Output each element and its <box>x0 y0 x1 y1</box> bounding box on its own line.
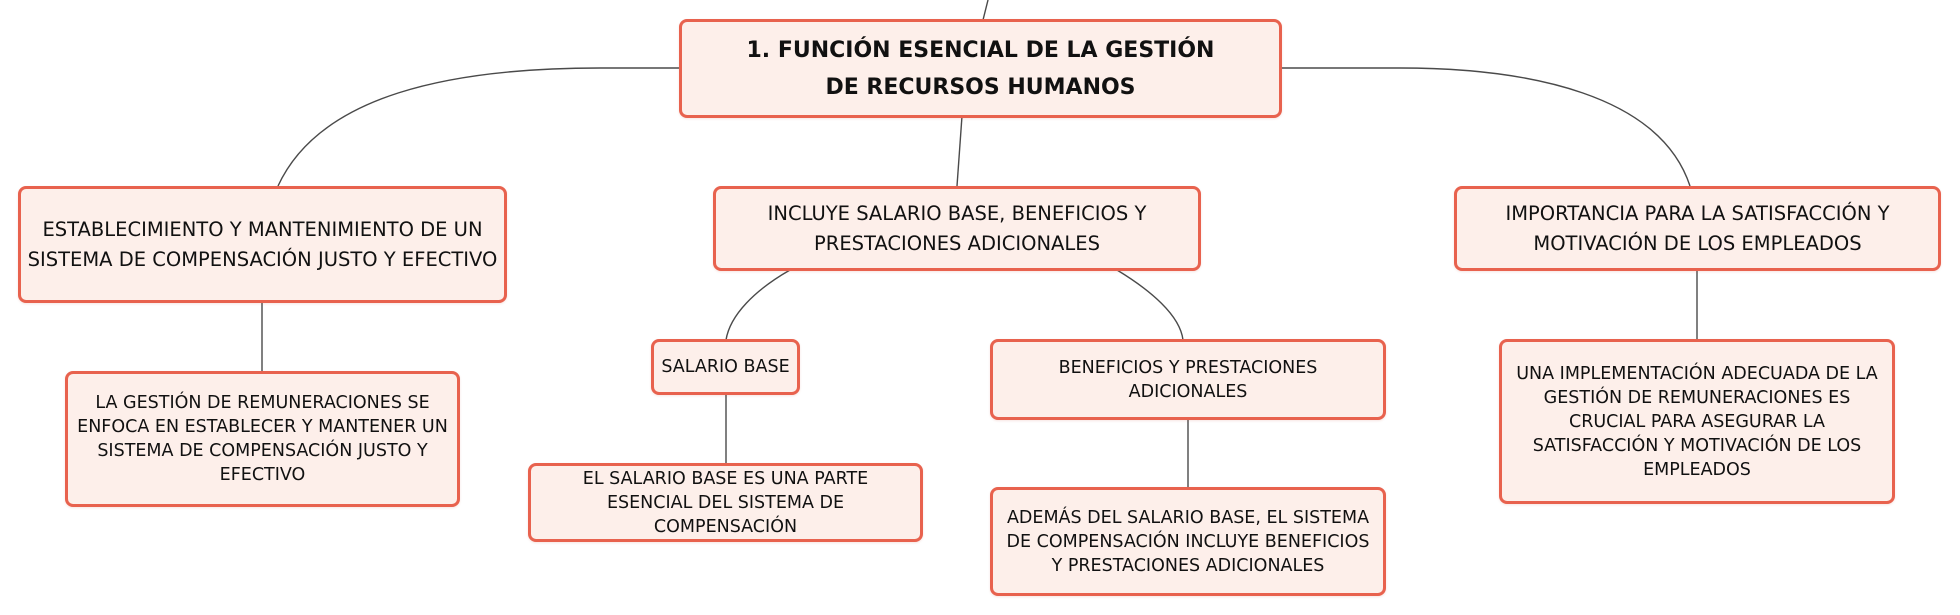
root-topic-label: 1. FUNCIÓN ESENCIAL DE LA GESTIÓN DE RECURSOS HUMANOS <box>746 37 1215 100</box>
detail-salario-base[interactable] <box>528 463 923 542</box>
topic-beneficios-prestaciones-label: BENEFICIOS Y PRESTACIONES ADICIONALES <box>1058 357 1318 402</box>
branch-salary-benefits[interactable] <box>713 186 1201 271</box>
detail-employee-satisfaction-label: UNA IMPLEMENTACIÓN ADECUADA DE LA GESTIÓN DE REMUNERACIONES ES CRUCIAL PARA ASEGURAR LA SATISFACCIÓN Y MOTIVACIÓN DE LOS EMPLEADOS <box>1516 363 1878 480</box>
connector-branch-2-to-beneficios <box>1117 270 1183 340</box>
branch-salary-benefits-label: INCLUYE SALARIO BASE, BENEFICIOS Y PRESTACIONES ADICIONALES <box>767 201 1147 255</box>
detail-salario-base-label: EL SALARIO BASE ES UNA PARTE ESENCIAL DEL SISTEMA DE COMPENSACIÓN <box>582 468 869 537</box>
connector-branch-2-to-salario <box>726 270 790 340</box>
topic-beneficios-prestaciones[interactable] <box>990 339 1386 420</box>
connector-root-to-branch-1 <box>278 68 680 186</box>
detail-compensation-system[interactable] <box>65 371 460 507</box>
connector-root-to-branch-3 <box>1280 68 1690 186</box>
detail-beneficios-prestaciones[interactable] <box>990 487 1386 596</box>
branch-compensation-system[interactable] <box>18 186 507 303</box>
detail-beneficios-prestaciones-label: ADEMÁS DEL SALARIO BASE, EL SISTEMA DE COMPENSACIÓN INCLUYE BENEFICIOS Y PRESTACIONES ADICIONALES <box>1006 507 1370 576</box>
connector-root-to-branch-2 <box>957 116 962 186</box>
topic-salario-base[interactable] <box>651 339 800 395</box>
branch-employee-satisfaction-label: IMPORTANCIA PARA LA SATISFACCIÓN Y MOTIVACIÓN DE LOS EMPLEADOS <box>1505 201 1890 255</box>
root-topic[interactable] <box>679 19 1282 118</box>
topic-salario-base-label: SALARIO BASE <box>661 357 790 377</box>
detail-compensation-system-label: LA GESTIÓN DE REMUNERACIONES SE ENFOCA EN ESTABLECER Y MANTENER UN SISTEMA DE COMPENSACIÓN JUSTO Y EFECTIVO <box>77 393 448 485</box>
branch-employee-satisfaction[interactable] <box>1454 186 1941 271</box>
detail-employee-satisfaction[interactable] <box>1499 339 1895 504</box>
branch-compensation-system-label: ESTABLECIMIENTO Y MANTENIMIENTO DE UN SISTEMA DE COMPENSACIÓN JUSTO Y EFECTIVO <box>27 217 498 271</box>
connector-root-to-parent <box>983 0 988 20</box>
